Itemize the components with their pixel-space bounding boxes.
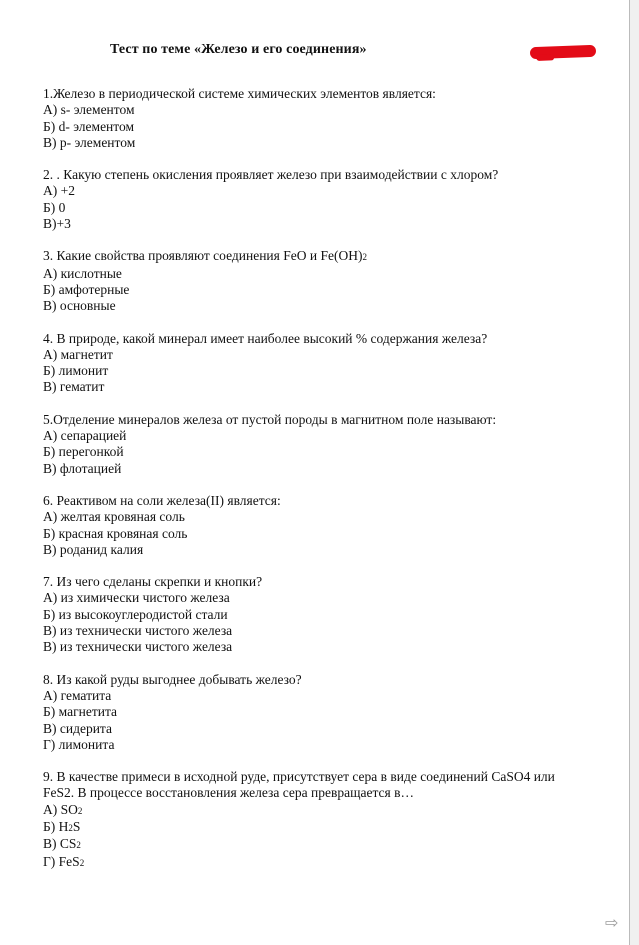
answer-option: В) p- элементом [43, 134, 136, 150]
question-text: 1.Железо в периодической системе химических элементов является: [43, 86, 436, 101]
subscript: 2 [79, 857, 85, 868]
answer-option: В) флотацией [43, 460, 122, 476]
answer-option [43, 819, 613, 836]
answer-option: В) из технически чистого железа [43, 623, 233, 639]
redaction-mark [530, 45, 596, 59]
answer-option: А) кислотные [43, 265, 122, 281]
answer-option [43, 802, 613, 819]
question-text: 6. Реактивом на соли железа(II) является: [43, 492, 281, 508]
answer-option: В) из технически чистого железа [43, 639, 233, 655]
question-9 [43, 769, 613, 871]
question-text: 9. В качестве примеси в исходной руде, присутствует сера в виде соединений CaSO4 или FeS2. В процессе восстановления железа сера превращается в… [43, 769, 555, 801]
answer-option: Б) амфотерные [43, 281, 130, 297]
answer-option: В) сидерита [43, 720, 112, 736]
scrollbar[interactable] [630, 0, 639, 945]
answer-option: А) из химически чистого железа [43, 590, 230, 606]
option-main: Г) FeS [43, 853, 80, 869]
answer-option: Г) лимонита [43, 736, 115, 752]
question-text: 2. . Какую степень окисления проявляет железо при взаимодействии с хлором? [43, 167, 499, 183]
question-7 [43, 574, 613, 655]
question-6 [43, 493, 613, 558]
answer-option: А) магнетит [43, 346, 113, 362]
page-title: Тест по теме «Железо и его соединения» [110, 42, 367, 57]
answer-option: Б) лимонит [43, 363, 109, 379]
answer-option: Б) 0 [43, 199, 66, 215]
answer-option: Б) красная кровяная соль [43, 525, 188, 541]
answer-option: А) желтая кровяная соль [43, 509, 185, 525]
question-text [43, 248, 613, 265]
question-list [43, 86, 613, 887]
answer-option: А) сепарацией [43, 428, 127, 444]
subscript: 2 [68, 822, 73, 833]
answer-option: Б) из высокоуглеродистой стали [43, 606, 228, 622]
answer-option: А) +2 [43, 183, 75, 199]
question-text: 8. Из какой руды выгоднее добывать железо? [43, 671, 302, 687]
option-main: А) SO [43, 801, 78, 817]
answer-option: В)+3 [43, 216, 71, 232]
question-text: 5.Отделение минералов железа от пустой породы в магнитном поле называют: [43, 411, 497, 427]
subscript: 2 [76, 840, 81, 851]
subscript: 2 [362, 252, 367, 263]
question-5 [43, 412, 613, 477]
option-main: В) CS [43, 836, 77, 852]
question-8 [43, 672, 613, 753]
subscript: 2 [77, 805, 83, 816]
question-3 [43, 248, 613, 314]
answer-option [43, 836, 613, 853]
question-1 [43, 86, 613, 151]
answer-option: А) s- элементом [43, 102, 135, 118]
option-main: Б) H [43, 818, 69, 834]
answer-option: В) роданид калия [43, 541, 144, 557]
question-2 [43, 167, 613, 232]
answer-option: Б) перегонкой [43, 444, 124, 460]
option-tail: S [72, 818, 81, 834]
answer-option: Б) d- элементом [43, 118, 135, 134]
question-text: 7. Из чего сделаны скрепки и кнопки? [43, 574, 263, 590]
answer-option: В) гематит [43, 379, 105, 395]
answer-option: Б) магнетита [43, 704, 117, 720]
arrow-right-icon[interactable]: ⇨ [605, 913, 619, 932]
answer-option: В) основные [43, 298, 116, 314]
question-text: 4. В природе, какой минерал имеет наиболее высокий % содержания железа? [43, 330, 488, 346]
question-4 [43, 331, 613, 396]
answer-option: А) гематита [43, 687, 112, 703]
answer-option [43, 854, 613, 871]
question-text-main: 3. Какие свойства проявляют соединения FeO и Fe(OH) [43, 248, 363, 264]
